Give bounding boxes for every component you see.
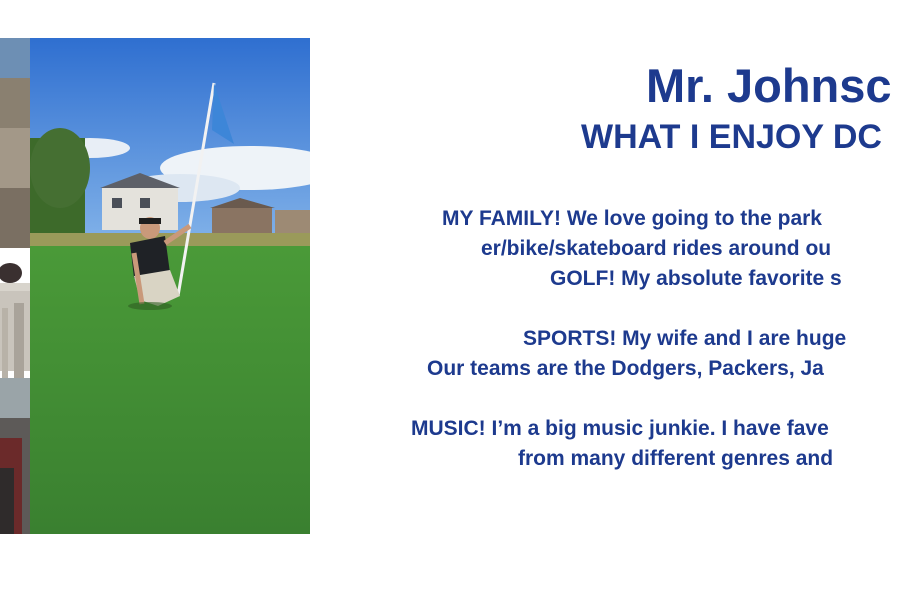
golf-line: GOLF! My absolute favorite s [550,267,842,290]
golf-green-photo [30,38,310,534]
music-line-2: from many different genres and [518,447,834,470]
page-subtitle: WHAT I ENJOY DC [581,118,882,156]
music-line-1: MUSIC! I’m a big music junkie. I have fave [411,417,829,440]
family-line-1: MY FAMILY! We love going to the park [442,207,822,230]
page-title: Mr. Johnsc [646,59,892,112]
partial-photo-strip [0,38,30,534]
family-line-2: er/bike/skateboard rides around ou [481,237,832,260]
sports-line-2: Our teams are the Dodgers, Packers, Ja [427,357,824,380]
sports-line-1: SPORTS! My wife and I are huge [523,327,847,350]
